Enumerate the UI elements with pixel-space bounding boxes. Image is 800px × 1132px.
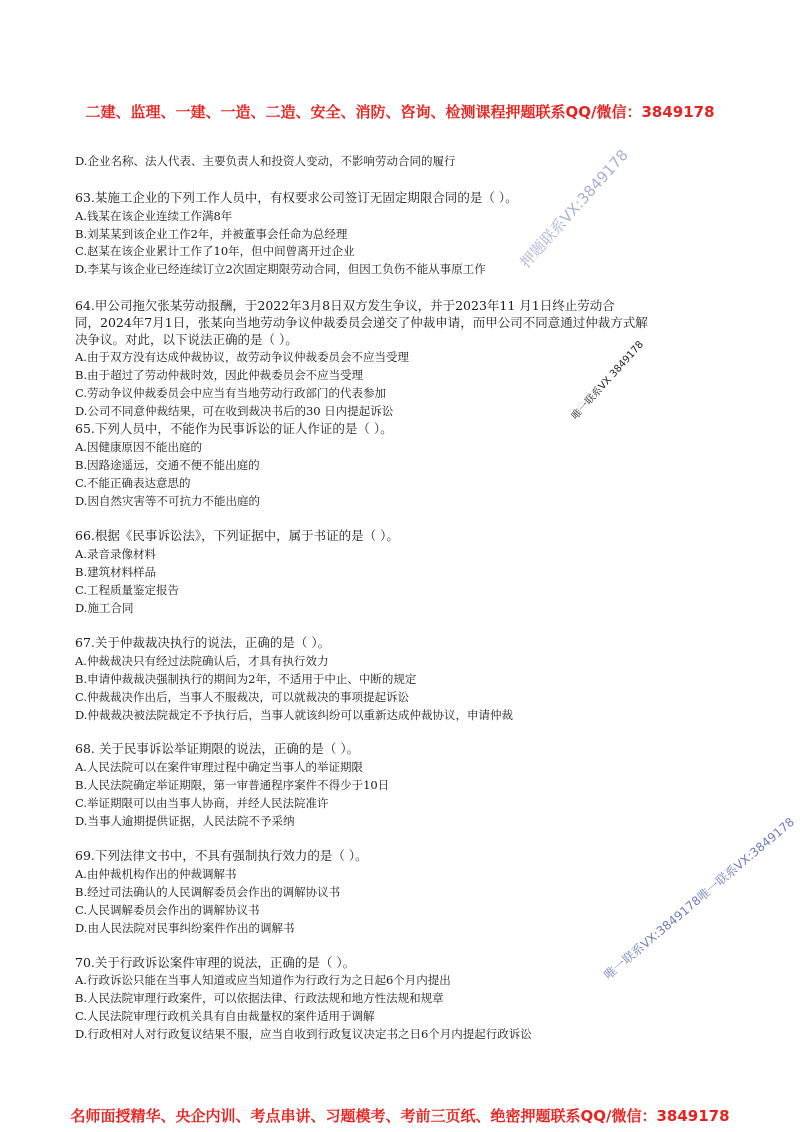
option-68-c: C.举证期限可以由当事人协商，并经人民法院准许	[75, 796, 329, 810]
option-64-a: A.由于双方没有达成仲裁协议，故劳动争议仲裁委员会不应当受理	[75, 350, 409, 364]
question-64-stem-line-1: 64.甲公司拖欠张某劳动报酬，于2022年3月8日双方发生争议，并于2023年11 月1日终止劳动合	[75, 298, 615, 313]
question-69-stem: 69.下列法律文书中，不具有强制执行效力的是（ ）。	[75, 848, 368, 863]
option-65-c: C.不能正确表达意思的	[75, 476, 191, 490]
option-67-a: A.仲裁裁决只有经过法院确认后，才具有执行效力	[75, 654, 329, 668]
option-63-a: A.钱某在该企业连续工作满8年	[75, 209, 233, 223]
option-65-d: D.因自然灾害等不可抗力不能出庭的	[75, 494, 260, 508]
option-70-d: D.行政相对人对行政复议结果不服，应当自收到行政复议决定书之日6个月内提起行政诉讼	[75, 1027, 532, 1041]
top-contact-banner: 二建、监理、一建、一造、二造、安全、消防、咨询、检测课程押题联系QQ/微信：3849178	[85, 103, 715, 121]
option-63-d: D.李某与该企业已经连续订立2次固定期限劳动合同，但因工负伤不能从事原工作	[75, 262, 486, 276]
bottom-contact-banner: 名师面授精华、央企内训、考点串讲、习题模考、考前三页纸、绝密押题联系QQ/微信：3849178	[70, 1107, 730, 1125]
question-67-stem: 67.关于仲裁裁决执行的说法，正确的是（ ）。	[75, 635, 331, 650]
option-70-c: C.人民法院审理行政机关具有自由裁量权的案件适用于调解	[75, 1009, 375, 1023]
option-68-d: D.当事人逾期提供证据，人民法院不予采纳	[75, 814, 295, 828]
option-62-d: D.企业名称、法人代表、主要负责人和投资人变动，不影响劳动合同的履行	[75, 154, 456, 168]
option-69-b: B.经过司法确认的人民调解委员会作出的调解协议书	[75, 885, 341, 899]
option-70-b: B.人民法院审理行政案件，可以依据法律、行政法规和地方性法规和规章	[75, 991, 444, 1005]
option-65-b: B.因路途遥远，交通不便不能出庭的	[75, 458, 260, 472]
option-66-d: D.施工合同	[75, 601, 134, 615]
question-64-stem-line-2: 同，2024年7月1日，张某向当地劳动争议仲裁委员会递交了仲裁申请，而甲公司不同意通过仲裁方式解	[75, 315, 648, 330]
question-64-stem-line-3: 决争议。对此，以下说法正确的是（ ）。	[75, 332, 298, 347]
watermark-contact: 唯一联系VX:3849178唯一联系VX:3849178	[601, 814, 798, 983]
question-66-stem: 66.根据《民事诉讼法》，下列证据中，属于书证的是（ ）。	[75, 528, 399, 543]
option-66-a: A.录音录像材料	[75, 547, 156, 561]
option-69-d: D.由人民法院对民事纠纷案件作出的调解书	[75, 921, 295, 935]
option-63-c: C.赵某在该企业累计工作了10年，但中间曾离开过企业	[75, 244, 355, 258]
option-68-b: B.人民法院确定举证期限，第一审普通程序案件不得少于10日	[75, 778, 390, 792]
question-65-stem: 65.下列人员中，不能作为民事诉讼的证人作证的是（ ）。	[75, 421, 393, 436]
option-69-a: A.由仲裁机构作出的仲裁调解书	[75, 867, 237, 881]
option-67-b: B.申请仲裁裁决强制执行的期间为2年，不适用于中止、中断的规定	[75, 672, 417, 686]
option-64-d: D.公司不同意仲裁结果，可在收到裁决书后的30 日内提起诉讼	[75, 404, 394, 418]
option-64-c: C.劳动争议仲裁委员会中应当有当地劳动行政部门的代表参加	[75, 386, 387, 400]
question-68-stem: 68. 关于民事诉讼举证期限的说法，正确的是（ ）。	[75, 741, 360, 756]
option-66-c: C.工程质量鉴定报告	[75, 583, 180, 597]
option-70-a: A.行政诉讼只能在当事人知道或应当知道作为行政行为之日起6个月内提出	[75, 973, 451, 987]
option-68-a: A.人民法院可以在案件审理过程中确定当事人的举证期限	[75, 760, 363, 774]
option-67-c: C.仲裁裁决作出后，当事人不服裁决，可以就裁决的事项提起诉讼	[75, 690, 410, 704]
option-69-c: C.人民调解委员会作出的调解协议书	[75, 903, 260, 917]
option-66-b: B.建筑材料样品	[75, 565, 157, 579]
option-64-b: B.由于超过了劳动仲裁时效，因此仲裁委员会不应当受理	[75, 368, 364, 382]
option-63-b: B.刘某某到该企业工作2年，并被董事会任命为总经理	[75, 227, 348, 241]
watermark-contact: 押题联系VX:3849178	[516, 146, 632, 272]
option-65-a: A.因健康原因不能出庭的	[75, 440, 202, 454]
watermark-contact: 唯一联系VX 3849178	[569, 339, 647, 423]
question-70-stem: 70.关于行政诉讼案件审理的说法，正确的是（ ）。	[75, 955, 356, 970]
question-63-stem: 63.某施工企业的下列工作人员中，有权要求公司签订无固定期限合同的是（ ）。	[75, 190, 518, 205]
option-67-d: D.仲裁裁决被法院裁定不予执行后，当事人就该纠纷可以重新达成仲裁协议，申请仲裁	[75, 708, 513, 722]
